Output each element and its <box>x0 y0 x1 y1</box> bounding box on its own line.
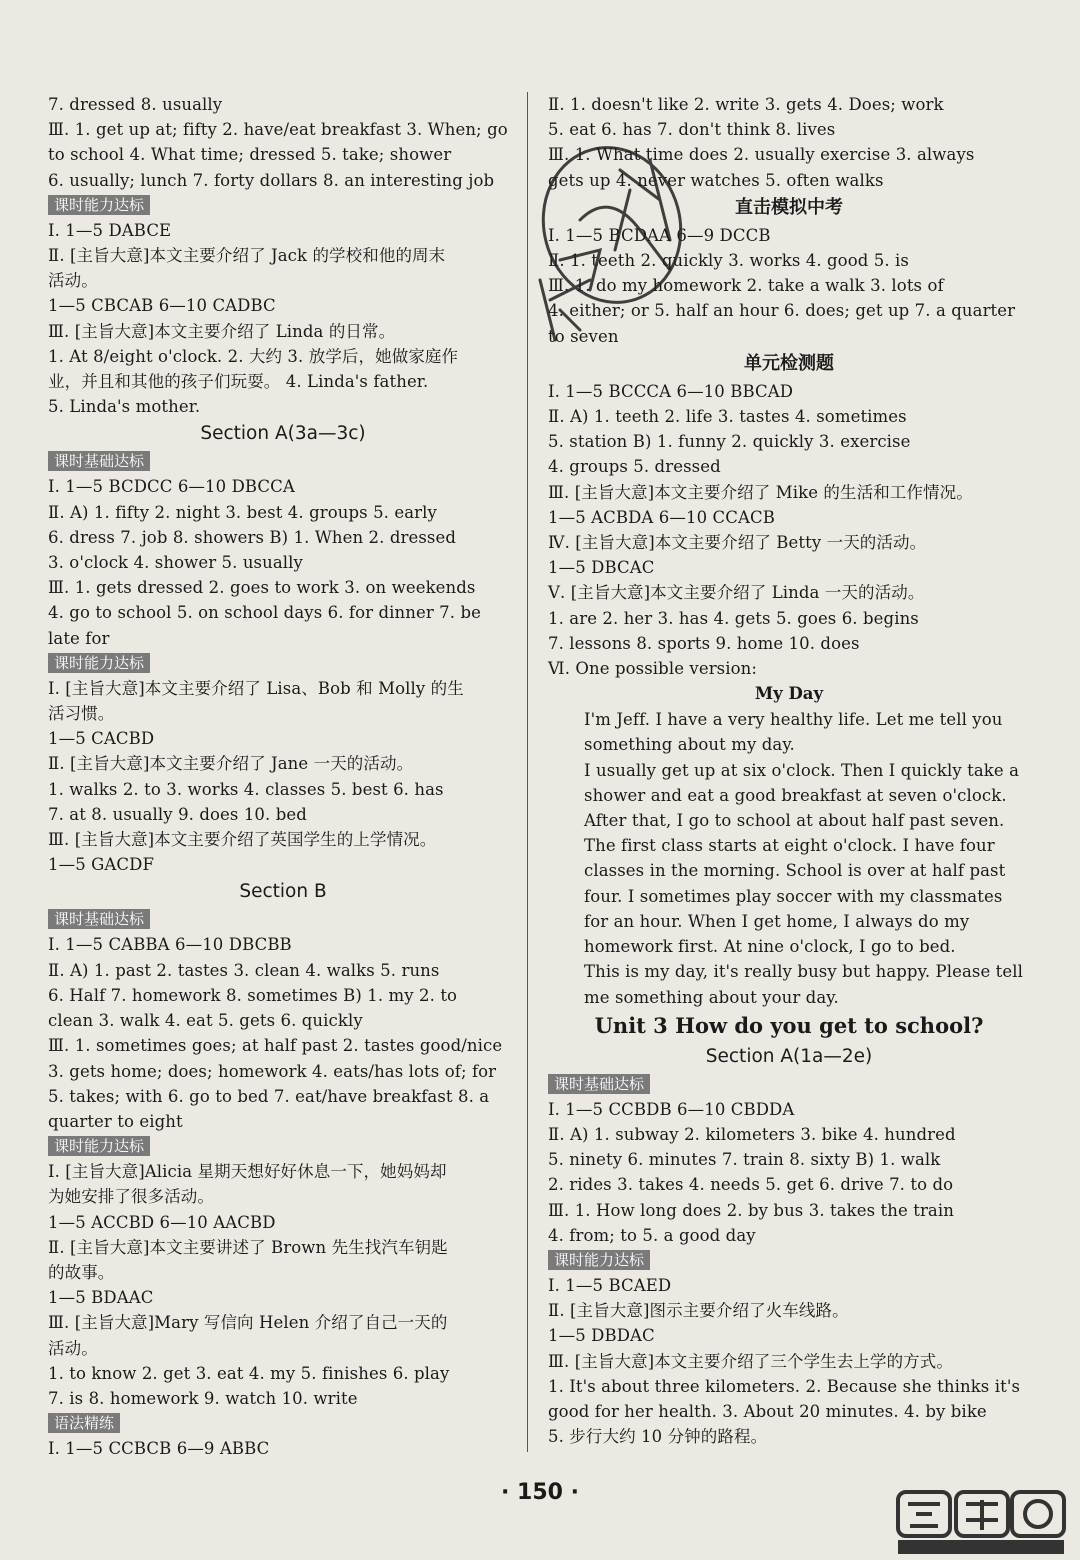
answer-line: 为她安排了很多活动。 <box>48 1187 214 1207</box>
answer-line: 1—5 ACBDA 6—10 CCACB <box>548 507 775 527</box>
answer-line: Ⅴ. [主旨大意]本文主要介绍了 Linda 一天的活动。 <box>548 583 925 603</box>
essay-paragraph: I usually get up at six o'clock. Then I quickly take a shower and eat a good breakfast at seven o'clock. After that, I go to school at about half past seven. The first class starts at eight o'clock. I have four classes in the morning. School is over at half past four. I sometimes play soccer with my classmates for an hour. When I get home, I always do my homework first. At nine o'clock, I go to bed. <box>584 760 1020 957</box>
answer-line: 2. rides 3. takes 4. needs 5. get 6. drive 7. to do <box>548 1175 954 1195</box>
answer-line: Ⅱ. A) 1. fifty 2. night 3. best 4. groups 5. early <box>48 502 437 522</box>
section-label-row <box>48 651 518 676</box>
answer-line: 7. dressed 8. usually <box>48 95 223 114</box>
answer-column-left <box>48 92 518 1461</box>
answer-line: Ⅵ. One possible version: <box>548 659 758 679</box>
answer-line: 7. is 8. homework 9. watch 10. write <box>48 1388 358 1408</box>
answer-line: Ⅲ. 1. How long does 2. by bus 3. takes the train <box>548 1200 954 1220</box>
page-number: · 150 · <box>501 1480 579 1505</box>
answer-line: 7. at 8. usually 9. does 10. bed <box>48 804 307 824</box>
answer-line: 3. o'clock 4. shower 5. usually <box>48 553 303 573</box>
section-label-badge: 课时能力达标 <box>48 195 150 215</box>
section-label-row <box>48 1411 518 1436</box>
answer-line: 1—5 BDAAC <box>48 1288 154 1308</box>
answer-line: Ⅰ. [主旨大意]本文主要介绍了 Lisa、Bob 和 Molly 的生 <box>48 678 464 698</box>
answer-line: 1—5 CBCAB 6—10 CADBC <box>48 296 276 316</box>
answer-line: Ⅱ. 1. teeth 2. quickly 3. works 4. good 5. is <box>548 251 909 271</box>
section-heading: Section A(3a—3c) <box>200 423 366 445</box>
answer-line: Ⅰ. 1—5 BCDAA 6—9 DCCB <box>548 225 771 245</box>
answer-column-right <box>548 92 1030 1449</box>
answer-line: 1. to know 2. get 3. eat 4. my 5. finishes 6. play <box>48 1363 450 1383</box>
answer-line: Ⅲ. [主旨大意]Mary 写信向 Helen 介绍了自己一天的 <box>48 1313 448 1333</box>
answer-line: 活习惯。 <box>48 704 115 724</box>
section-label-row <box>548 1072 1030 1097</box>
answer-line: Ⅰ. 1—5 DABCE <box>48 220 172 240</box>
section-label-badge: 课时基础达标 <box>48 451 150 471</box>
section-label-row <box>48 1134 518 1159</box>
answer-line: Ⅱ. A) 1. teeth 2. life 3. tastes 4. sometimes <box>548 407 907 427</box>
answer-line: Ⅲ. [主旨大意]本文主要介绍了 Mike 的生活和工作情况。 <box>548 482 973 502</box>
answer-line: 1—5 DBDAC <box>548 1326 655 1346</box>
answer-line: 3. gets home; does; homework 4. eats/has lots of; for <box>48 1061 497 1081</box>
answer-line: Ⅲ. 1. get up at; fifty 2. have/eat breakfast 3. When; go <box>48 120 508 140</box>
answer-line: 4. either; or 5. half an hour 6. does; get up 7. a quarter <box>548 301 1016 321</box>
answer-line: 6. usually; lunch 7. forty dollars 8. an interesting job <box>48 170 495 190</box>
answer-line: Ⅱ. [主旨大意]本文主要讲述了 Brown 先生找汽车钥匙 <box>48 1237 448 1257</box>
answer-line: to school 4. What time; dressed 5. take; shower <box>48 145 452 165</box>
answer-line: 1—5 GACDF <box>48 855 155 875</box>
answer-line: 5. ninety 6. minutes 7. train 8. sixty B) 1. walk <box>548 1150 941 1170</box>
answer-line: 1—5 ACCBD 6—10 AACBD <box>48 1212 276 1232</box>
section-label-row <box>48 449 518 474</box>
section-label-row <box>548 1248 1030 1273</box>
section-label-badge: 语法精练 <box>48 1413 120 1433</box>
answer-line: 1—5 CACBD <box>48 729 155 749</box>
answer-line: 5. takes; with 6. go to bed 7. eat/have breakfast 8. a <box>48 1086 490 1106</box>
answer-line: 5. Linda's mother. <box>48 397 201 417</box>
answer-line: Ⅳ. [主旨大意]本文主要介绍了 Betty 一天的活动。 <box>548 533 927 553</box>
answer-line: Ⅰ. 1—5 BCCCA 6—10 BBCAD <box>548 381 794 401</box>
column-divider <box>527 92 528 1452</box>
exercise-heading: 直击模拟中考 <box>735 196 843 218</box>
answer-line: Ⅰ. 1—5 CCBDB 6—10 CBDDA <box>548 1099 795 1119</box>
answer-line: Ⅲ. 1. What time does 2. usually exercise 3. always <box>548 145 975 165</box>
answer-line: Ⅱ. A) 1. past 2. tastes 3. clean 4. walks 5. runs <box>48 960 440 980</box>
answer-line: 活动。 <box>48 1338 98 1358</box>
essay-paragraph: I'm Jeff. I have a very healthy life. Let me tell you something about my day. <box>584 710 1003 755</box>
answer-line: Ⅰ. 1—5 BCAED <box>548 1275 672 1295</box>
answer-line: Ⅰ. 1—5 CCBCB 6—9 ABBC <box>48 1439 270 1459</box>
answer-line: 6. dress 7. job 8. showers B) 1. When 2. dressed <box>48 527 457 547</box>
answer-line: 4. groups 5. dressed <box>548 457 721 477</box>
answer-line: Ⅲ. [主旨大意]本文主要介绍了 Linda 的日常。 <box>48 321 396 341</box>
answer-line: 1. At 8/eight o'clock. 2. 大约 3. 放学后，她做家庭作 <box>48 346 459 366</box>
answer-line: 活动。 <box>48 271 98 291</box>
answer-line: 6. Half 7. homework 8. sometimes B) 1. my 2. to <box>48 985 458 1005</box>
section-label-badge: 课时能力达标 <box>548 1250 650 1270</box>
answer-line: Ⅱ. 1. doesn't like 2. write 3. gets 4. Does; work <box>548 95 944 114</box>
answer-line: 5. 步行大约 10 分钟的路程。 <box>548 1427 768 1447</box>
section-label-row <box>48 193 518 218</box>
answer-line: 4. go to school 5. on school days 6. for dinner 7. be <box>48 603 481 623</box>
answer-line: 1. are 2. her 3. has 4. gets 5. goes 6. begins <box>548 608 919 628</box>
answer-line: 5. station B) 1. funny 2. quickly 3. exercise <box>548 432 911 452</box>
section-label-badge: 课时基础达标 <box>548 1074 650 1094</box>
answer-line: 1. It's about three kilometers. 2. Because she thinks it's <box>548 1376 1021 1396</box>
answer-line: Ⅲ. 1. sometimes goes; at half past 2. tastes good/nice <box>48 1036 503 1056</box>
answer-line: to seven <box>548 326 619 346</box>
answer-line: Ⅰ. [主旨大意]Alicia 星期天想好好休息一下，她妈妈却 <box>48 1162 447 1182</box>
essay-paragraph: This is my day, it's really busy but happy. Please tell me something about your day. <box>584 962 1024 1007</box>
answer-line: gets up 4. never watches 5. often walks <box>548 170 884 190</box>
answer-line: Ⅲ. [主旨大意]本文主要介绍了三个学生去上学的方式。 <box>548 1351 953 1371</box>
section-label-row <box>48 907 518 932</box>
answer-line: good for her health. 3. About 20 minutes. 4. by bike <box>548 1401 987 1421</box>
answer-line: 4. from; to 5. a good day <box>548 1225 756 1245</box>
answer-line: 1—5 DBCAC <box>548 558 655 578</box>
unit-title: Unit 3 How do you get to school? <box>594 1012 984 1038</box>
answer-line: Ⅱ. [主旨大意]本文主要介绍了 Jack 的学校和他的周末 <box>48 246 446 266</box>
answer-line: 的故事。 <box>48 1262 115 1282</box>
answer-line: 1. walks 2. to 3. works 4. classes 5. best 6. has <box>48 779 444 799</box>
section-heading: Section A(1a—2e) <box>705 1045 873 1067</box>
section-heading: Section B <box>239 881 327 903</box>
answer-line: 业，并且和其他的孩子们玩耍。 4. Linda's father. <box>48 372 429 392</box>
section-label-badge: 课时基础达标 <box>48 909 150 929</box>
exercise-heading: 单元检测题 <box>744 352 834 374</box>
essay-title: My Day <box>754 684 824 704</box>
section-label-badge: 课时能力达标 <box>48 653 150 673</box>
answer-line: Ⅰ. 1—5 CABBA 6—10 DBCBB <box>48 935 292 955</box>
answer-line: Ⅲ. [主旨大意]本文主要介绍了英国学生的上学情况。 <box>48 830 437 850</box>
answer-line: late for <box>48 628 110 648</box>
answer-line: Ⅲ. 1. do my homework 2. take a walk 3. lots of <box>548 276 944 296</box>
section-label-badge: 课时能力达标 <box>48 1136 150 1156</box>
answer-line: clean 3. walk 4. eat 5. gets 6. quickly <box>48 1011 363 1031</box>
answer-line: Ⅲ. 1. gets dressed 2. goes to work 3. on weekends <box>48 578 476 598</box>
answer-line: 7. lessons 8. sports 9. home 10. does <box>548 633 860 653</box>
answer-line: Ⅰ. 1—5 BCDCC 6—10 DBCCA <box>48 477 295 497</box>
answer-line: quarter to eight <box>48 1111 183 1131</box>
answer-line: Ⅱ. [主旨大意]图示主要介绍了火车线路。 <box>548 1301 849 1321</box>
answer-line: Ⅱ. [主旨大意]本文主要介绍了 Jane 一天的活动。 <box>48 754 414 774</box>
answer-line: 5. eat 6. has 7. don't think 8. lives <box>548 120 836 140</box>
answer-line: Ⅱ. A) 1. subway 2. kilometers 3. bike 4. hundred <box>548 1124 956 1144</box>
